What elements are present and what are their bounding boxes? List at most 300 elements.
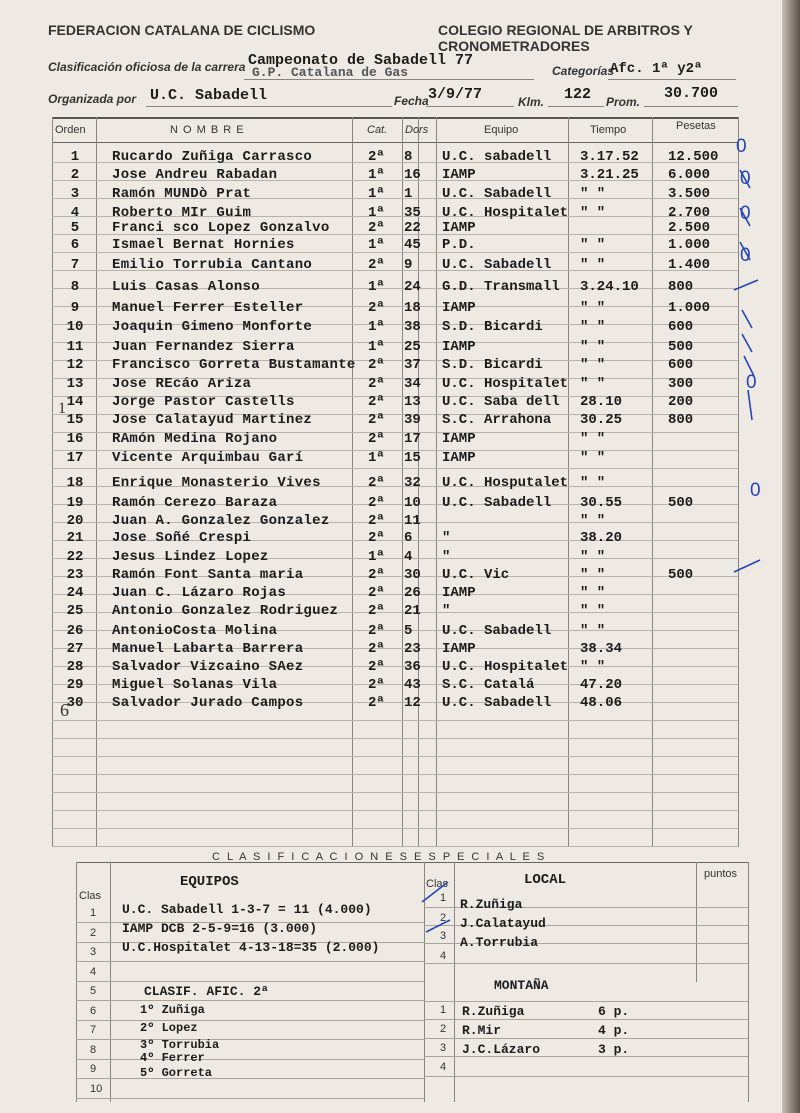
cell-cat: 2ª: [368, 412, 385, 428]
afic-classification: 5º Gorreta: [140, 1066, 213, 1080]
table-row: [0, 676, 782, 694]
cell-order: 15: [66, 412, 84, 428]
table-row: [0, 219, 782, 237]
cell-name: Jesus Lindez Lopez: [112, 549, 269, 565]
col-pesetas: Pesetas: [676, 120, 716, 132]
cell-time: 30.55: [580, 495, 623, 511]
cell-cat: 1ª: [368, 186, 385, 202]
cell-name: Roberto MIr Guim: [112, 205, 252, 221]
km-label: Klm.: [518, 95, 545, 109]
ink-mark: 0: [740, 203, 751, 224]
cell-dors: 24: [404, 279, 421, 295]
cell-cat: 2ª: [368, 659, 385, 675]
clas-number: 1: [90, 907, 97, 919]
ink-mark: 0: [746, 372, 757, 393]
clas-number: 3: [90, 946, 97, 958]
cell-team: IAMP: [442, 641, 476, 657]
cell-cat: 2ª: [368, 300, 385, 316]
mountain-points: 6 p.: [598, 1004, 630, 1019]
cell-order: 10: [66, 319, 84, 335]
cell-time: 3.21.25: [580, 167, 639, 183]
table-row: [0, 602, 782, 620]
cell-order: 27: [66, 641, 84, 657]
cell-dors: 21: [404, 603, 421, 619]
categories-value: Afc. 1ª y2ª: [610, 61, 703, 77]
cell-cat: 2ª: [368, 585, 385, 601]
categories-label: Categorías: [552, 64, 615, 78]
cell-cat: 2ª: [368, 257, 385, 273]
mountain-points: 4 p.: [598, 1023, 630, 1038]
cell-cat: 1ª: [368, 549, 385, 565]
cell-dors: 37: [404, 357, 421, 373]
table-row: [0, 318, 782, 336]
mountain-header: MONTAÑA: [494, 978, 549, 993]
cell-dors: 10: [404, 495, 421, 511]
cell-dors: 45: [404, 237, 421, 253]
table-row: [0, 548, 782, 566]
avg-label: Prom.: [606, 95, 641, 109]
cell-order: 9: [70, 300, 80, 316]
cell-pesetas: 2.500: [668, 220, 711, 236]
local-clas-number: 4: [440, 950, 447, 962]
race-name-2: G.P. Catalana de Gas: [252, 65, 409, 80]
cell-order: 19: [66, 495, 84, 511]
cell-name: Vicente Arquimbau Garí: [112, 450, 304, 466]
cell-dors: 16: [404, 167, 421, 183]
cell-time: " ": [580, 431, 606, 447]
cell-name: Jose Soñé Crespi: [112, 530, 252, 546]
cell-dors: 25: [404, 339, 421, 355]
cell-time: 3.17.52: [580, 149, 639, 165]
cell-team: ": [442, 603, 451, 619]
cell-dors: 5: [404, 623, 413, 639]
cell-team: S.C. Catalá: [442, 677, 535, 693]
cell-cat: 1ª: [368, 167, 385, 183]
cell-team: IAMP: [442, 585, 476, 601]
cell-order: 11: [66, 339, 84, 355]
afic-classification: 1º Zuñiga: [140, 1003, 205, 1017]
ink-mark: 0: [740, 245, 751, 266]
mountain-clas-number: 1: [440, 1004, 447, 1016]
cell-order: 22: [66, 549, 84, 565]
side-mark-1: 1: [58, 400, 66, 417]
cell-time: " ": [580, 339, 606, 355]
cell-cat: 2ª: [368, 530, 385, 546]
col-name: N O M B R E: [170, 124, 245, 136]
cell-time: 30.25: [580, 412, 623, 428]
mountain-clas-number: 2: [440, 1023, 447, 1035]
cell-dors: 22: [404, 220, 421, 236]
cell-pesetas: 500: [668, 339, 694, 355]
cell-pesetas: 12.500: [668, 149, 719, 165]
race-label: Clasificación oficiosa de la carrera: [48, 60, 246, 74]
cell-dors: 43: [404, 677, 421, 693]
cell-team: IAMP: [442, 220, 476, 236]
cell-order: 23: [66, 567, 84, 583]
cell-time: " ": [580, 357, 606, 373]
afic-classification: 4º Ferrer: [140, 1051, 205, 1065]
cell-dors: 18: [404, 300, 421, 316]
cell-pesetas: 600: [668, 319, 694, 335]
cell-cat: 2ª: [368, 376, 385, 392]
cell-team: U.C. sabadell: [442, 149, 552, 165]
cell-time: " ": [580, 623, 606, 639]
mountain-points: 3 p.: [598, 1042, 630, 1057]
cell-name: Franci sco Lopez Gonzalvo: [112, 220, 330, 236]
cell-cat: 1ª: [368, 279, 385, 295]
organized-label: Organizada por: [48, 92, 137, 106]
college-title: COLEGIO REGIONAL DE ARBITROS Y CRONOMETRADORES: [438, 22, 693, 54]
cell-team: G.D. Transmall: [442, 279, 560, 295]
local-classification: J.Calatayud: [460, 916, 546, 931]
cell-time: 38.34: [580, 641, 623, 657]
cell-time: 3.24.10: [580, 279, 639, 295]
date-label: Fecha: [394, 94, 429, 108]
table-row: [0, 393, 782, 411]
cell-order: 6: [70, 237, 80, 253]
race-name-1: Campeonato de Sabadell 77: [248, 52, 474, 69]
table-row: [0, 236, 782, 254]
federation-title: FEDERACION CATALANA DE CICLISMO: [48, 22, 316, 38]
cell-order: 5: [70, 220, 80, 236]
table-row: [0, 430, 782, 448]
cell-time: 47.20: [580, 677, 623, 693]
table-row: [0, 694, 782, 712]
cell-name: Juan A. Gonzalez Gonzalez: [112, 513, 330, 529]
cell-cat: 1ª: [368, 450, 385, 466]
mountain-rider: R.Mir: [462, 1023, 502, 1038]
cell-cat: 2ª: [368, 149, 385, 165]
cell-order: 4: [70, 205, 80, 221]
cell-order: 25: [66, 603, 84, 619]
cell-dors: 15: [404, 450, 421, 466]
cell-dors: 8: [404, 149, 413, 165]
cell-cat: 2ª: [368, 695, 385, 711]
table-row: [0, 185, 782, 203]
cell-pesetas: 1.000: [668, 300, 711, 316]
cell-time: " ": [580, 659, 606, 675]
col-order: Orden: [55, 124, 86, 136]
mountain-rider: J.C.Lázaro: [462, 1042, 541, 1057]
cell-team: S.D. Bicardi: [442, 319, 543, 335]
clas-number: 7: [90, 1024, 97, 1036]
cell-pesetas: 800: [668, 279, 694, 295]
cell-pesetas: 500: [668, 495, 694, 511]
cell-order: 13: [66, 376, 84, 392]
table-row: [0, 356, 782, 374]
cell-name: Salvador Jurado Campos: [112, 695, 304, 711]
teams-header: EQUIPOS: [180, 874, 239, 890]
cell-name: AntonioCosta Molina: [112, 623, 278, 639]
table-row: [0, 411, 782, 429]
cell-order: 12: [66, 357, 84, 373]
cell-time: " ": [580, 450, 606, 466]
clas-number: 2: [90, 927, 97, 939]
cell-time: " ": [580, 567, 606, 583]
clas-label-left: Clas: [79, 890, 102, 902]
clas-number: 8: [90, 1044, 97, 1056]
cell-time: 28.10: [580, 394, 623, 410]
cell-time: 38.20: [580, 530, 623, 546]
cell-team: IAMP: [442, 300, 476, 316]
ink-mark: 0: [740, 168, 751, 189]
afic-classification: 2º Lopez: [140, 1021, 198, 1035]
cell-order: 26: [66, 623, 84, 639]
cell-name: Juan Fernandez Sierra: [112, 339, 295, 355]
cell-team: U.C. Sabadell: [442, 495, 552, 511]
cell-time: " ": [580, 585, 606, 601]
side-mark-6: 6: [60, 700, 69, 720]
cell-cat: 2ª: [368, 475, 385, 491]
cell-team: ": [442, 549, 451, 565]
cell-order: 18: [66, 475, 84, 491]
cell-dors: 39: [404, 412, 421, 428]
clas-label-right: Clas: [426, 878, 449, 890]
clas-number: 4: [90, 966, 97, 978]
team-classification: U.C. Sabadell 1-3-7 = 11 (4.000): [122, 902, 372, 917]
cell-time: " ": [580, 549, 606, 565]
clas-number: 6: [90, 1005, 97, 1017]
paper-edge: [782, 0, 800, 1113]
cell-name: Salvador Vizcaino SAez: [112, 659, 304, 675]
cell-pesetas: 800: [668, 412, 694, 428]
cell-pesetas: 3.500: [668, 186, 711, 202]
cell-order: 24: [66, 585, 84, 601]
points-header: puntos: [704, 868, 738, 880]
cell-name: Jose REcáo Ariza: [112, 376, 252, 392]
ink-mark: 0: [750, 480, 761, 501]
table-row: [0, 640, 782, 658]
cell-dors: 36: [404, 659, 421, 675]
cell-cat: 2ª: [368, 567, 385, 583]
cell-name: Ismael Bernat Hornies: [112, 237, 295, 253]
organized-value: U.C. Sabadell: [150, 87, 268, 104]
cell-team: U.C. Vic: [442, 567, 510, 583]
ink-tally-marks: [730, 130, 780, 590]
cell-team: U.C. Saba dell: [442, 394, 560, 410]
cell-cat: 1ª: [368, 237, 385, 253]
cell-time: " ": [580, 300, 606, 316]
cell-cat: 2ª: [368, 220, 385, 236]
cell-team: S.C. Arrahona: [442, 412, 552, 428]
cell-time: " ": [580, 257, 606, 273]
cell-order: 20: [66, 513, 84, 529]
special-title: C L A S I F I C A C I O N E S E S P E C I A L E S: [212, 851, 547, 863]
avg-value: 30.700: [664, 85, 719, 102]
km-value: 122: [564, 86, 592, 103]
cell-cat: 2ª: [368, 431, 385, 447]
cell-team: U.C. Hospitalet: [442, 205, 569, 221]
cell-pesetas: 1.400: [668, 257, 711, 273]
local-clas-number: 1: [440, 892, 447, 904]
clas-number: 9: [90, 1063, 97, 1075]
cell-name: Joaquin Gimeno Monforte: [112, 319, 313, 335]
cell-time: 48.06: [580, 695, 623, 711]
cell-dors: 32: [404, 475, 421, 491]
cell-name: Jose Calatayud Martinez: [112, 412, 313, 428]
cell-dors: 13: [404, 394, 421, 410]
cell-pesetas: 6.000: [668, 167, 711, 183]
cell-name: RAmón Medina Rojano: [112, 431, 278, 447]
table-row: [0, 256, 782, 274]
cell-name: Ramón MUNDò Prat: [112, 186, 252, 202]
cell-time: " ": [580, 319, 606, 335]
cell-name: Jose Andreu Rabadan: [112, 167, 278, 183]
cell-team: S.D. Bicardi: [442, 357, 543, 373]
cell-time: " ": [580, 237, 606, 253]
cell-order: 3: [70, 186, 80, 202]
team-classification: U.C.Hospitalet 4-13-18=35 (2.000): [122, 940, 380, 955]
cell-cat: 1ª: [368, 339, 385, 355]
table-row: [0, 529, 782, 547]
cell-cat: 2ª: [368, 495, 385, 511]
cell-dors: 17: [404, 431, 421, 447]
cell-name: Antonio Gonzalez Rodriguez: [112, 603, 339, 619]
cell-dors: 11: [404, 513, 421, 529]
cell-time: " ": [580, 376, 606, 392]
cell-name: Manuel Labarta Barrera: [112, 641, 304, 657]
cell-order: 7: [70, 257, 80, 273]
cell-dors: 23: [404, 641, 421, 657]
table-row: [0, 375, 782, 393]
cell-dors: 34: [404, 376, 421, 392]
table-row: [0, 299, 782, 317]
cell-dors: 30: [404, 567, 421, 583]
cell-time: " ": [580, 205, 606, 221]
cell-dors: 38: [404, 319, 421, 335]
cell-order: 1: [70, 149, 80, 165]
cell-order: 17: [66, 450, 84, 466]
cell-time: " ": [580, 475, 606, 491]
cell-order: 8: [70, 279, 80, 295]
cell-name: Enrique Monasterio Vives: [112, 475, 321, 491]
cell-team: U.C. Hospitalet: [442, 659, 569, 675]
col-dors: Dors: [405, 124, 429, 136]
table-row: [0, 512, 782, 530]
table-row: [0, 658, 782, 676]
mountain-clas-number: 3: [440, 1042, 447, 1054]
cell-order: 2: [70, 167, 80, 183]
col-cat: Cat.: [367, 124, 388, 136]
mountain-rider: R.Zuñiga: [462, 1004, 525, 1019]
afic-header: CLASIF. AFIC. 2ª: [144, 984, 269, 999]
cell-pesetas: 600: [668, 357, 694, 373]
cell-team: IAMP: [442, 431, 476, 447]
local-header: LOCAL: [524, 872, 567, 888]
cell-cat: 2ª: [368, 603, 385, 619]
cell-dors: 1: [404, 186, 413, 202]
table-row: [0, 566, 782, 584]
cell-order: 29: [66, 677, 84, 693]
ink-mark: 0: [736, 136, 747, 157]
local-clas-number: 3: [440, 930, 447, 942]
cell-team: IAMP: [442, 339, 476, 355]
table-row: [0, 449, 782, 467]
cell-cat: 2ª: [368, 677, 385, 693]
cell-team: IAMP: [442, 450, 476, 466]
cell-order: 16: [66, 431, 84, 447]
cell-team: U.C. Sabadell: [442, 186, 552, 202]
table-row: [0, 494, 782, 512]
afic-classification: 3º Torrubia: [140, 1038, 220, 1052]
cell-dors: 26: [404, 585, 421, 601]
cell-dors: 12: [404, 695, 421, 711]
cell-cat: 1ª: [368, 205, 385, 221]
cell-dors: 9: [404, 257, 413, 273]
cell-pesetas: 500: [668, 567, 694, 583]
table-row: [0, 166, 782, 184]
clas-number: 10: [90, 1083, 103, 1095]
cell-name: Juan C. Lázaro Rojas: [112, 585, 287, 601]
cell-team: U.C. Sabadell: [442, 695, 552, 711]
mountain-clas-number: 4: [440, 1061, 447, 1073]
cell-name: Ramón Font Santa maria: [112, 567, 304, 583]
cell-pesetas: 200: [668, 394, 694, 410]
cell-dors: 35: [404, 205, 421, 221]
cell-team: P.D.: [442, 237, 476, 253]
local-clas-number: 2: [440, 912, 447, 924]
ink-check-marks: [420, 874, 480, 944]
col-time: Tiempo: [590, 124, 627, 136]
cell-name: Rucardo Zuñiga Carrasco: [112, 149, 313, 165]
cell-dors: 6: [404, 530, 413, 546]
cell-order: 28: [66, 659, 84, 675]
cell-name: Ramón Cerezo Baraza: [112, 495, 278, 511]
cell-pesetas: 1.000: [668, 237, 711, 253]
cell-cat: 2ª: [368, 394, 385, 410]
cell-cat: 2ª: [368, 641, 385, 657]
cell-cat: 1ª: [368, 319, 385, 335]
cell-team: IAMP: [442, 167, 476, 183]
cell-team: U.C. Hosputalet: [442, 475, 569, 491]
table-row: [0, 148, 782, 166]
cell-name: Luis Casas Alonso: [112, 279, 260, 295]
cell-team: U.C. Hospitalet: [442, 376, 569, 392]
cell-cat: 2ª: [368, 513, 385, 529]
clas-number: 5: [90, 985, 97, 997]
cell-time: " ": [580, 186, 606, 202]
cell-pesetas: 300: [668, 376, 694, 392]
cell-name: Emilio Torrubia Cantano: [112, 257, 313, 273]
cell-name: Manuel Ferrer Esteller: [112, 300, 304, 316]
cell-name: Jorge Pastor Castells: [112, 394, 295, 410]
team-classification: IAMP DCB 2-5-9=16 (3.000): [122, 921, 318, 936]
cell-order: 21: [66, 530, 84, 546]
cell-name: Francisco Gorreta Bustamante: [112, 357, 356, 373]
table-row: [0, 278, 782, 296]
local-classification: A.Torrubia: [460, 935, 539, 950]
cell-cat: 2ª: [368, 357, 385, 373]
local-classification: R.Zuñiga: [460, 897, 523, 912]
col-team: Equipo: [484, 124, 519, 136]
cell-order: 14: [66, 394, 84, 410]
cell-time: " ": [580, 603, 606, 619]
cell-dors: 4: [404, 549, 413, 565]
cell-time: " ": [580, 513, 606, 529]
cell-name: Miguel Solanas Vila: [112, 677, 278, 693]
table-row: [0, 338, 782, 356]
cell-team: ": [442, 530, 451, 546]
date-value: 3/9/77: [428, 86, 483, 103]
cell-pesetas: 2.700: [668, 205, 711, 221]
table-row: [0, 584, 782, 602]
table-row: [0, 474, 782, 492]
cell-cat: 2ª: [368, 623, 385, 639]
cell-order: 30: [66, 695, 84, 711]
cell-team: U.C. Sabadell: [442, 257, 552, 273]
cell-team: U.C. Sabadell: [442, 623, 552, 639]
table-row: [0, 622, 782, 640]
